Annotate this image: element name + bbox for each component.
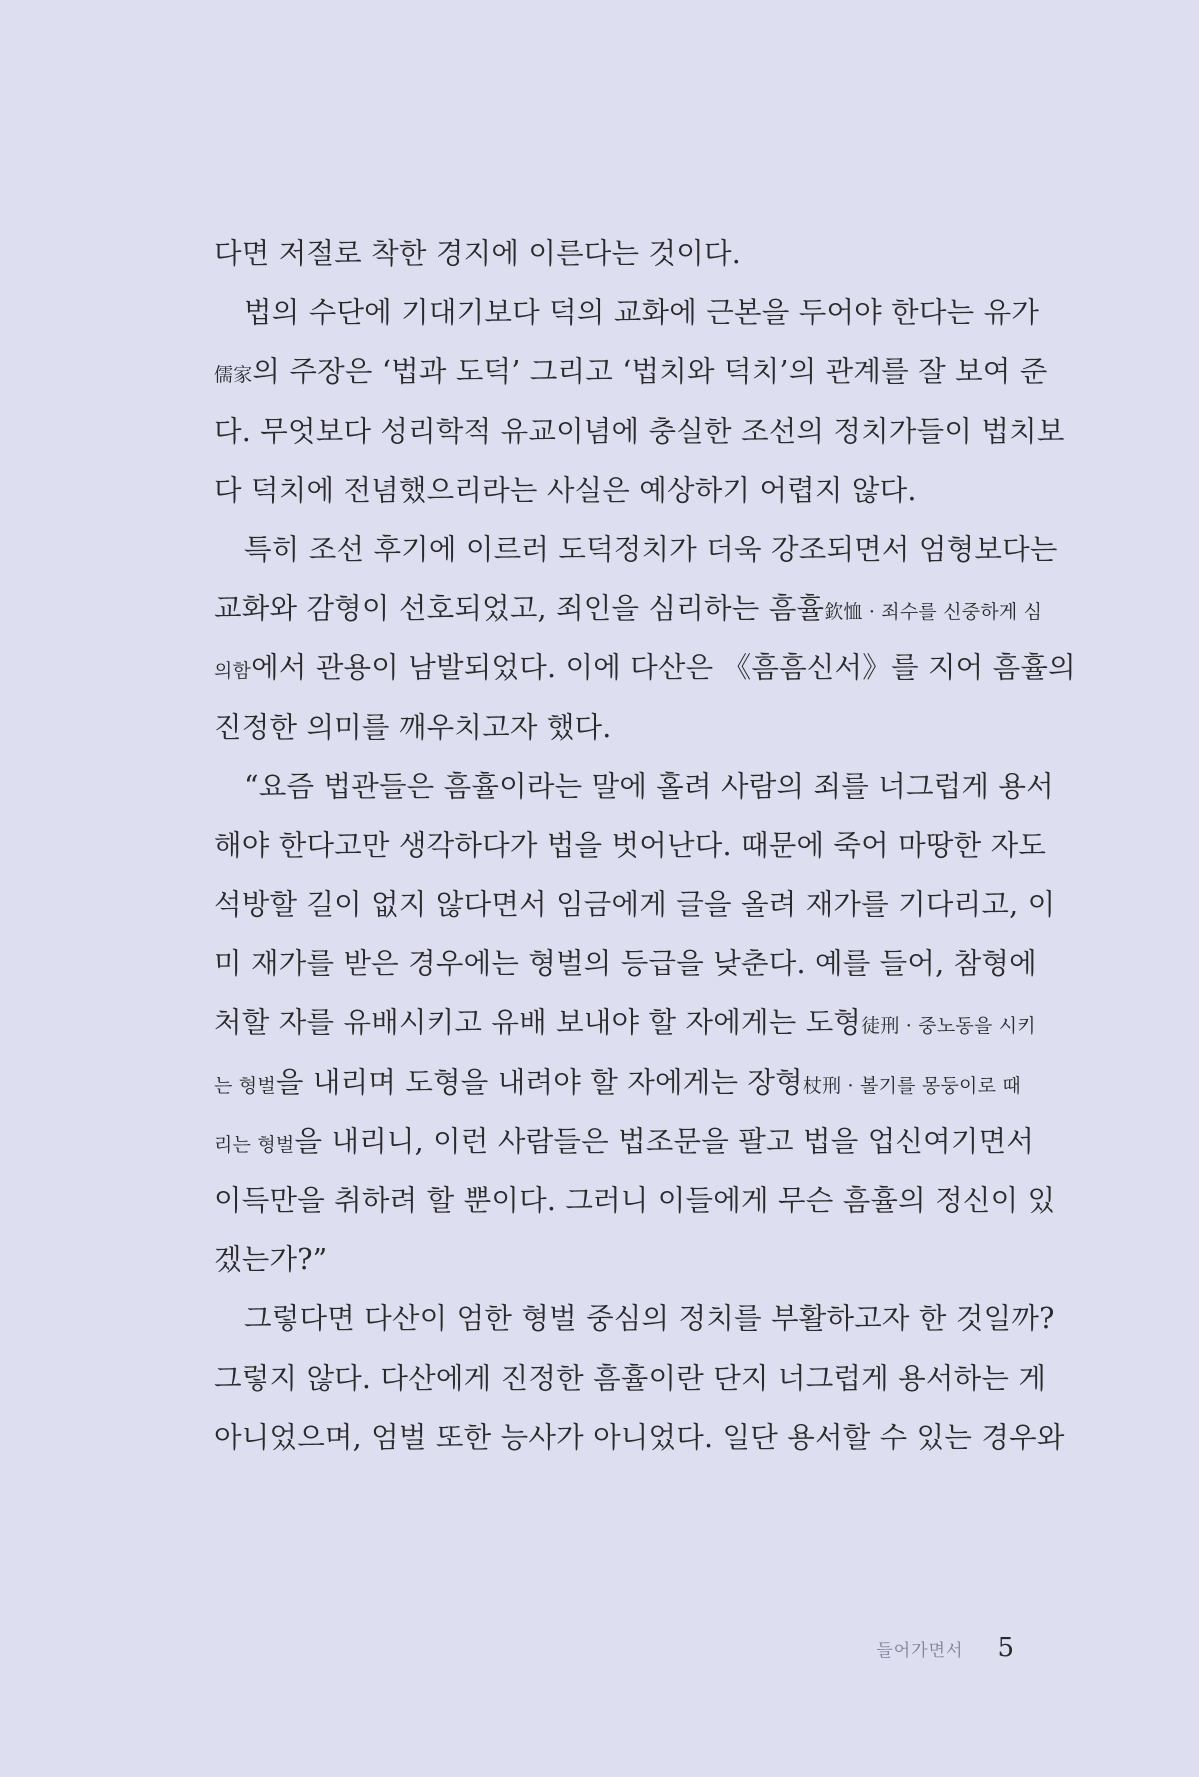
text-segment: 그렇지 않다. 다산에게 진정한 흠휼이란 단지 너그럽게 용서하는 게 xyxy=(214,1361,1047,1395)
text-segment: 겠는가?” xyxy=(214,1243,328,1277)
running-head: 들어가면서 xyxy=(876,1641,964,1661)
text-line xyxy=(214,1349,1047,1408)
text-line xyxy=(214,1112,1035,1171)
text-segment: 을 내리니, 이런 사람들은 법조문을 팔고 법을 업신여기면서 xyxy=(294,1124,1035,1158)
text-line xyxy=(214,1408,1065,1467)
text-line xyxy=(214,283,1040,342)
text-line xyxy=(214,757,1054,816)
inline-annotation: 의함 xyxy=(214,660,252,683)
text-line xyxy=(214,875,1056,934)
inline-annotation: 杖刑 · 볼기를 몽둥이로 때 xyxy=(802,1074,1021,1097)
text-segment: 법의 수단에 기대기보다 덕의 교화에 근본을 두어야 한다는 유가 xyxy=(244,296,1040,330)
text-line xyxy=(214,993,1036,1052)
text-segment: 아니었으며, 엄벌 또한 능사가 아니었다. 일단 용서할 수 있는 경우와 xyxy=(214,1420,1065,1454)
inline-annotation: 儒家 xyxy=(214,364,253,387)
text-line xyxy=(214,816,1047,875)
inline-annotation: 리는 형벌 xyxy=(214,1133,295,1156)
text-segment: 교화와 감형이 선호되었고, 죄인을 심리하는 흠휼 xyxy=(214,592,825,626)
inline-annotation: 는 형벌 xyxy=(214,1074,276,1097)
text-line xyxy=(214,224,1014,283)
text-line xyxy=(214,342,1048,401)
text-line xyxy=(214,638,1076,697)
text-line xyxy=(214,461,1014,520)
text-segment: 다 덕치에 전념했으리라는 사실은 예상하기 어렵지 않다. xyxy=(214,473,917,507)
text-segment: 석방할 길이 없지 않다면서 임금에게 글을 올려 재가를 기다리고, 이 xyxy=(214,888,1056,922)
text-segment: 처할 자를 유배시키고 유배 보내야 할 자에게는 도형 xyxy=(214,1006,862,1040)
text-line xyxy=(214,402,1065,461)
page-number: 5 xyxy=(997,1633,1014,1663)
text-line xyxy=(214,1171,1056,1230)
text-segment: 을 내리며 도형을 내려야 할 자에게는 장형 xyxy=(275,1065,803,1099)
body-text xyxy=(214,224,1076,1467)
text-segment: 의 주장은 ‘법과 도덕’ 그리고 ‘법치와 덕치’의 관계를 잘 보여 준 xyxy=(252,355,1048,389)
text-segment: 다면 저절로 착한 경지에 이른다는 것이다. xyxy=(214,237,741,270)
text-line xyxy=(214,520,1058,579)
text-line xyxy=(214,698,1014,757)
inline-annotation: 欽恤 · 죄수를 신중하게 심 xyxy=(824,601,1043,624)
text-line xyxy=(214,579,1043,638)
text-segment: 미 재가를 받은 경우에는 형벌의 등급을 낮춘다. 예를 들어, 참형에 xyxy=(214,947,1037,981)
text-segment: “요즘 법관들은 흠휼이라는 말에 홀려 사람의 죄를 너그럽게 용서 xyxy=(244,769,1054,803)
text-line xyxy=(214,1053,1021,1112)
text-segment: 그렇다면 다산이 엄한 형벌 중심의 정치를 부활하고자 한 것일까? xyxy=(244,1302,1055,1336)
text-segment: 진정한 의미를 깨우치고자 했다. xyxy=(214,710,612,744)
text-line xyxy=(214,1289,1055,1348)
text-segment: 이득만을 취하려 할 뿐이다. 그러니 이들에게 무슨 흠휼의 정신이 있 xyxy=(214,1184,1056,1217)
text-segment: 다. 무엇보다 성리학적 유교이념에 충실한 조선의 정치가들이 법치보 xyxy=(214,414,1065,448)
text-segment: 해야 한다고만 생각하다가 법을 벗어난다. 때문에 죽어 마땅한 자도 xyxy=(214,828,1047,862)
inline-annotation: 徒刑 · 중노동을 시키 xyxy=(861,1015,1036,1038)
text-line xyxy=(214,934,1037,993)
text-line xyxy=(214,1230,1014,1289)
page-footer xyxy=(876,1633,1014,1673)
text-segment: 특히 조선 후기에 이르러 도덕정치가 더욱 강조되면서 엄형보다는 xyxy=(244,532,1058,566)
text-segment: 에서 관용이 남발되었다. 이에 다산은 《흠흠신서》를 지어 흠휼의 xyxy=(251,651,1076,685)
